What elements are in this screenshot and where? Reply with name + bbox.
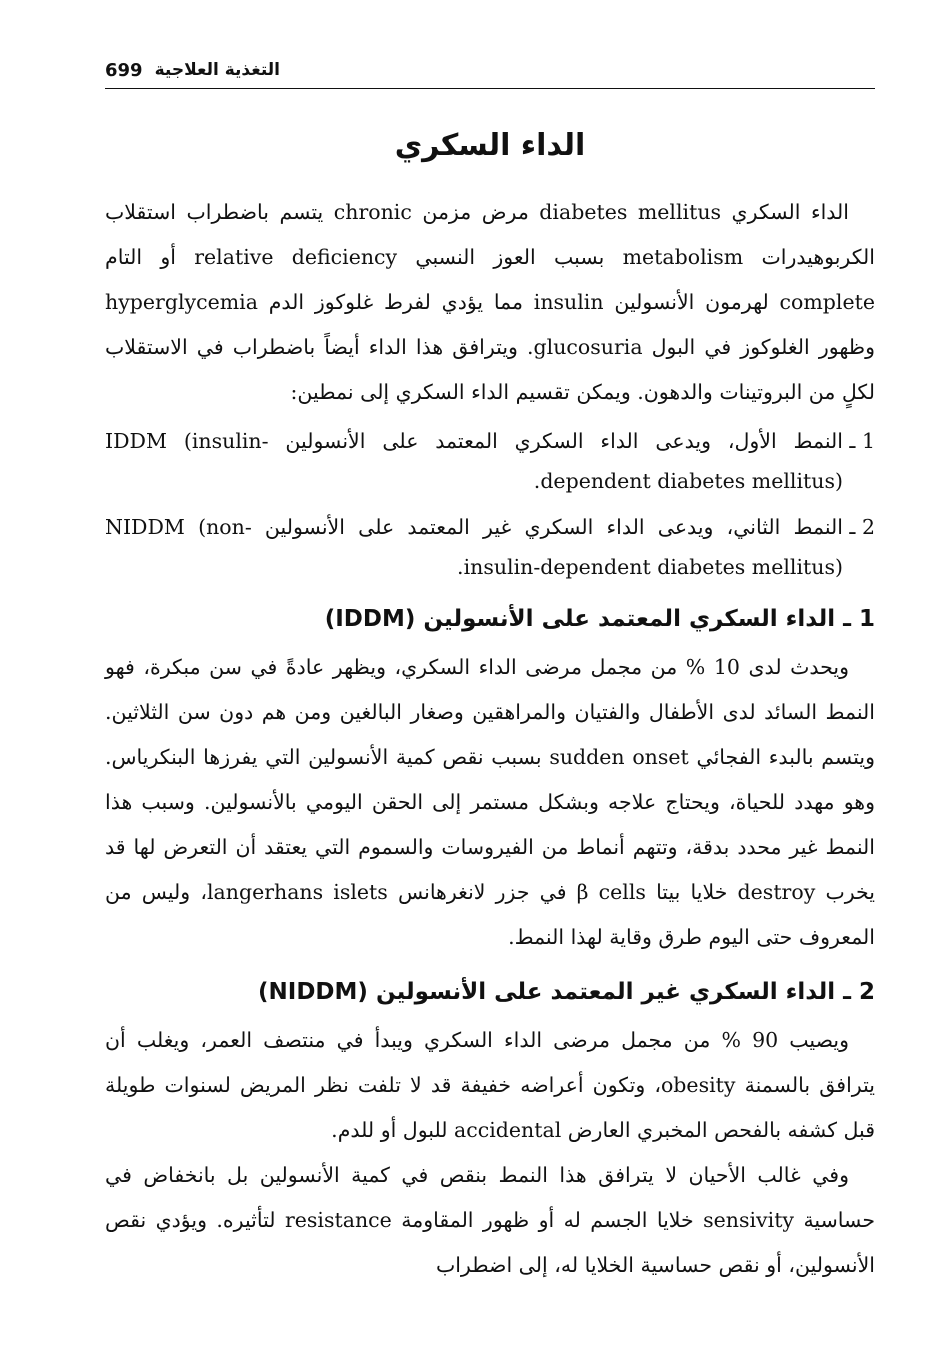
chapter-title: الداء السكري xyxy=(394,128,586,163)
page-number: 699 xyxy=(105,59,143,81)
section-heading-iddm: 1 ـ الداء السكري المعتمد على الأنسولين (IDDM) xyxy=(324,606,875,632)
running-header-title: التغذية العلاجية xyxy=(154,60,280,80)
list-marker: 2 ـ xyxy=(849,515,875,539)
list-item-type-2 xyxy=(105,507,875,587)
list-item-text: النمط الثاني، ويدعى الداء السكري غير المعتمد على الأنسولين NIDDM (non-insulin-dependent diabetes mellitus). xyxy=(105,515,843,579)
section-heading-niddm: 2 ـ الداء السكري غير المعتمد على الأنسولين (NIDDM) xyxy=(258,979,875,1005)
intro-paragraph: الداء السكري diabetes mellitus مرض مزمن chronic يتسم باضطراب استقلاب الكربوهيدرات metabolism بسبب العوز النسبي relative deficiency أو التام complete لهرمون الأنسولين insulin مما يؤدي لفرط غلوكوز الدم hyperglycemia وظهور الغلوكوز في البول glucosuria. ويترافق هذا الداء أيضاً باضطراب في الاستقلاب لكلٍ من البروتينات والدهون. ويمكن تقسيم الداء السكري إلى نمطين: xyxy=(105,200,875,404)
section-iddm-paragraph: ويحدث لدى 10 % من مجمل مرضى الداء السكري، ويظهر عادةً في سن مبكرة، فهو النمط السائد لدى الأطفال والفتيان والمراهقين وصغار البالغين ومن هم دون سن الثلاثين. ويتسم بالبدء الفجائي sudden onset بسبب نقص كمية الأنسولين التي يفرزها البنكرياس. وهو مهدد للحياة، ويحتاج علاجه وبشكل مستمر إلى الحقن اليومي بالأنسولين. وسبب هذا النمط غير محدد بدقة، وتتهم أنماط من الفيروسات والسموم التي يعتقد أن التعرض لها قد يخرب destroy خلايا بيتا β cells في جزر لانغرهانس langerhans islets، وليس من المعروف حتى اليوم طرق وقاية لهذا النمط. xyxy=(105,655,876,949)
list-marker: 1 ـ xyxy=(849,429,875,453)
page-content xyxy=(105,112,875,1288)
list-item-type-1 xyxy=(105,421,875,501)
list-item-text: النمط الأول، ويدعى الداء السكري المعتمد على الأنسولين IDDM (insulin-dependent diabetes mellitus). xyxy=(105,429,843,493)
section-niddm-paragraph-1: ويصيب 90 % من مجمل مرضى الداء السكري ويبدأ في منتصف العمر، ويغلب أن يترافق بالسمنة obesity، وتكون أعراضه خفيفة قد لا تلفت نظر المريض لسنوات طويلة قبل كشفه بالفحص المخبري العارض accidental للبول أو للدم. xyxy=(105,1028,876,1142)
running-header xyxy=(105,52,875,89)
section-niddm-paragraph-2: وفي غالب الأحيان لا يترافق هذا النمط بنقص في كمية الأنسولين بل بانخفاض في حساسية sensivity خلايا الجسم له أو ظهور المقاومة resistance لتأثيره. ويؤدي نقص الأنسولين، أو نقص حساسية الخلايا له، إلى اضطراب xyxy=(105,1163,876,1277)
